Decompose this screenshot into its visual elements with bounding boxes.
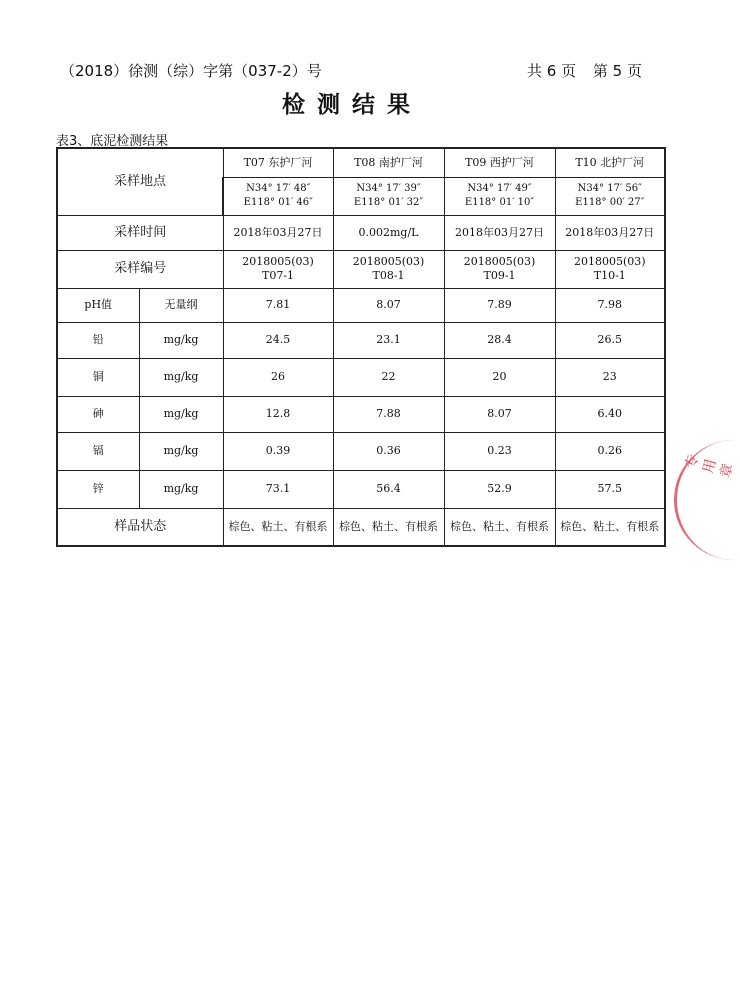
param-unit: mg/kg <box>139 396 223 432</box>
time-row <box>57 215 665 250</box>
table-row <box>57 322 665 358</box>
table-row <box>57 396 665 432</box>
site-name: T07 东护厂河 <box>223 148 333 177</box>
param-value: 0.39 <box>223 432 333 470</box>
param-name: 铜 <box>57 358 139 396</box>
time-label: 采样时间 <box>57 215 223 250</box>
sample-time: 0.002mg/L <box>333 215 444 250</box>
current-page: 第 5 页 <box>592 62 642 80</box>
param-name: 铅 <box>57 322 139 358</box>
table-row <box>57 470 665 508</box>
sample-number: 2018005(03) T09-1 <box>444 250 555 288</box>
site-coordinates: N34° 17′ 48″ E118° 01′ 46″ <box>223 177 333 215</box>
param-value: 22 <box>333 358 444 396</box>
sample-state-row <box>57 508 665 546</box>
table-row <box>57 432 665 470</box>
sample-time: 2018年03月27日 <box>444 215 555 250</box>
param-value: 7.98 <box>555 288 665 322</box>
results-table <box>56 147 666 547</box>
param-unit: mg/kg <box>139 432 223 470</box>
param-value: 8.07 <box>333 288 444 322</box>
param-unit: mg/kg <box>139 358 223 396</box>
location-label: 采样地点 <box>57 148 223 215</box>
state-label: 样品状态 <box>57 508 223 546</box>
param-value: 0.26 <box>555 432 665 470</box>
param-value: 8.07 <box>444 396 555 432</box>
param-name: pH值 <box>57 288 139 322</box>
param-value: 0.23 <box>444 432 555 470</box>
document-number: （2018）徐测（综）字第（037-2）号 <box>60 62 322 80</box>
site-coordinates: N34° 17′ 49″ E118° 01′ 10″ <box>444 177 555 215</box>
site-name: T09 西护厂河 <box>444 148 555 177</box>
param-value: 6.40 <box>555 396 665 432</box>
sample-number: 2018005(03) T08-1 <box>333 250 444 288</box>
param-value: 23 <box>555 358 665 396</box>
param-value: 26.5 <box>555 322 665 358</box>
table-row <box>57 358 665 396</box>
param-value: 20 <box>444 358 555 396</box>
table-caption: 表3、底泥检测结果 <box>56 134 169 149</box>
sample-state: 棕色、粘土、有根系 <box>555 508 665 546</box>
site-coordinates: N34° 17′ 39″ E118° 01′ 32″ <box>333 177 444 215</box>
param-name: 砷 <box>57 396 139 432</box>
param-value: 73.1 <box>223 470 333 508</box>
param-name: 锌 <box>57 470 139 508</box>
site-coordinates: N34° 17′ 56″ E118° 00′ 27″ <box>555 177 665 215</box>
param-value: 52.9 <box>444 470 555 508</box>
seal-stamp-text: 专用章 <box>682 452 737 480</box>
param-value: 56.4 <box>333 470 444 508</box>
param-value: 12.8 <box>223 396 333 432</box>
site-name: T08 南护厂河 <box>333 148 444 177</box>
param-value: 7.89 <box>444 288 555 322</box>
sample-state: 棕色、粘土、有根系 <box>444 508 555 546</box>
param-value: 57.5 <box>555 470 665 508</box>
param-unit: mg/kg <box>139 322 223 358</box>
param-value: 7.88 <box>333 396 444 432</box>
sample-number: 2018005(03) T07-1 <box>223 250 333 288</box>
sample-state: 棕色、粘土、有根系 <box>223 508 333 546</box>
page-title: 检测结果 <box>282 92 422 118</box>
param-value: 0.36 <box>333 432 444 470</box>
total-pages: 共 6 页 <box>527 62 577 80</box>
param-value: 24.5 <box>223 322 333 358</box>
param-value: 28.4 <box>444 322 555 358</box>
site-name: T10 北护厂河 <box>555 148 665 177</box>
sample-time: 2018年03月27日 <box>555 215 665 250</box>
page-counter <box>515 60 642 81</box>
sample-state: 棕色、粘土、有根系 <box>333 508 444 546</box>
sample-number-label: 采样编号 <box>57 250 223 288</box>
param-value: 7.81 <box>223 288 333 322</box>
site-name-row <box>57 148 665 177</box>
sample-number: 2018005(03) T10-1 <box>555 250 665 288</box>
param-name: 镉 <box>57 432 139 470</box>
sample-number-row <box>57 250 665 288</box>
param-unit: mg/kg <box>139 470 223 508</box>
param-unit: 无量纲 <box>139 288 223 322</box>
sample-time: 2018年03月27日 <box>223 215 333 250</box>
param-value: 26 <box>223 358 333 396</box>
param-value: 23.1 <box>333 322 444 358</box>
table-row <box>57 288 665 322</box>
